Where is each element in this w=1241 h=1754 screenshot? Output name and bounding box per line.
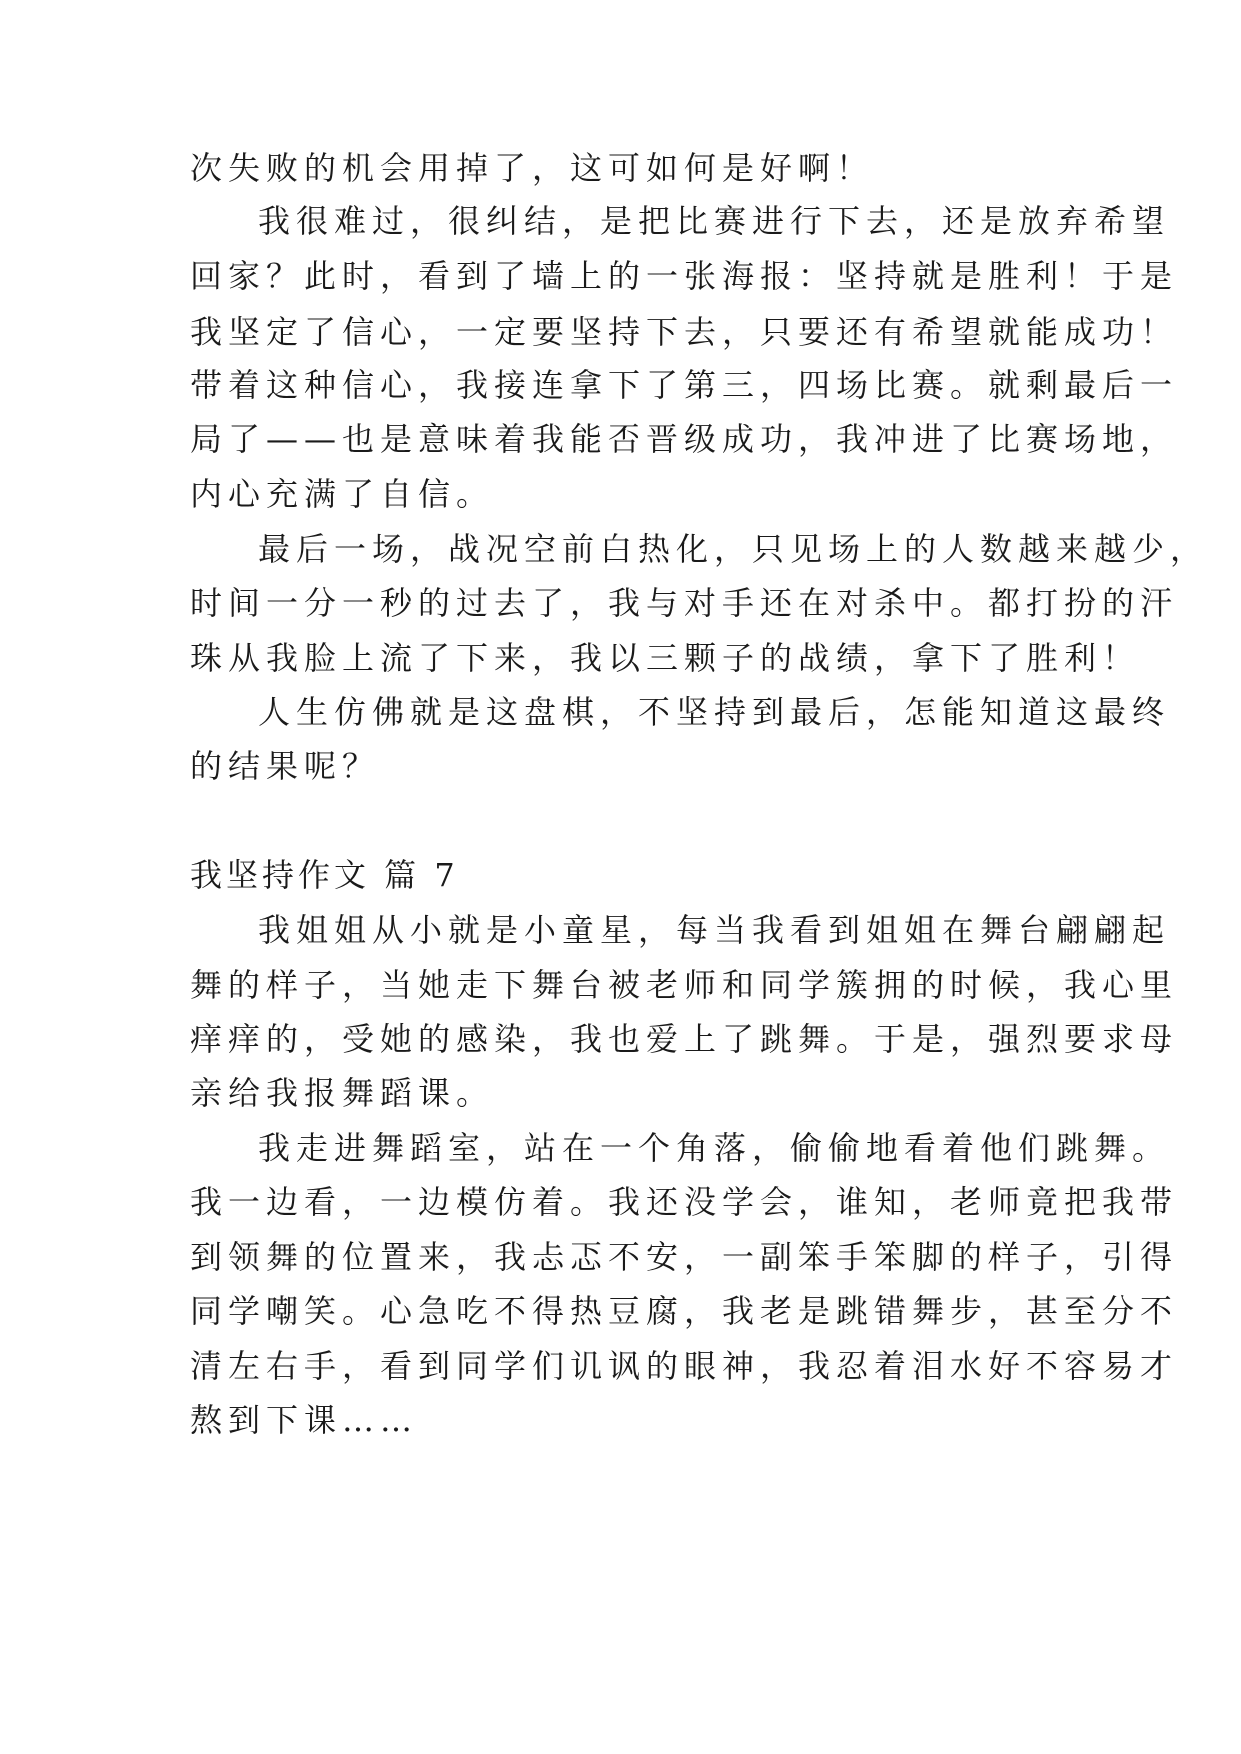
- paragraph-line: 我很难过，很纠结，是把比赛进行下去，还是放弃希望: [258, 202, 1171, 240]
- paragraph-line: 痒痒的，受她的感染，我也爱上了跳舞。于是，强烈要求母: [190, 1020, 1179, 1058]
- paragraph-line: 次失败的机会用掉了，这可如何是好啊！: [190, 149, 875, 187]
- paragraph-line: 到领舞的位置来，我忐忑不安，一副笨手笨脚的样子，引得: [190, 1238, 1179, 1276]
- paragraph-line: 我走进舞蹈室，站在一个角落，偷偷地看着他们跳舞。: [258, 1129, 1171, 1167]
- paragraph-line: 的结果呢？: [190, 747, 381, 785]
- paragraph-line: 清左右手，看到同学们讥讽的眼神，我忍着泪水好不容易才: [190, 1347, 1179, 1385]
- paragraph-line: 亲给我报舞蹈课。: [190, 1074, 495, 1112]
- section-heading: 我坚持作文 篇 7: [190, 856, 459, 894]
- paragraph-line: 同学嘲笑。心急吃不得热豆腐，我老是跳错舞步，甚至分不: [190, 1292, 1179, 1330]
- paragraph-line: 我坚定了信心，一定要坚持下去，只要还有希望就能成功！: [190, 313, 1179, 351]
- paragraph-line: 珠从我脸上流了下来，我以三颗子的战绩，拿下了胜利！: [190, 639, 1141, 677]
- paragraph-line: 带着这种信心，我接连拿下了第三，四场比赛。就剩最后一: [190, 366, 1179, 404]
- paragraph-line: 回家？此时，看到了墙上的一张海报：坚持就是胜利！于是: [190, 257, 1179, 295]
- paragraph-line: 最后一场，战况空前白热化，只见场上的人数越来越少，: [258, 530, 1209, 568]
- paragraph-line: 内心充满了自信。: [190, 475, 495, 513]
- paragraph-line: 人生仿佛就是这盘棋，不坚持到最后，怎能知道这最终: [258, 693, 1171, 731]
- paragraph-line: 舞的样子，当她走下舞台被老师和同学簇拥的时候，我心里: [190, 966, 1179, 1004]
- paragraph-line: 时间一分一秒的过去了，我与对手还在对杀中。都打扮的汗: [190, 584, 1179, 622]
- paragraph-line: 熬到下课……: [190, 1401, 419, 1439]
- paragraph-line: 我一边看，一边模仿着。我还没学会，谁知，老师竟把我带: [190, 1183, 1179, 1221]
- paragraph-line: 局了——也是意味着我能否晋级成功，我冲进了比赛场地，: [190, 420, 1179, 458]
- paragraph-line: 我姐姐从小就是小童星，每当我看到姐姐在舞台翩翩起: [258, 911, 1171, 949]
